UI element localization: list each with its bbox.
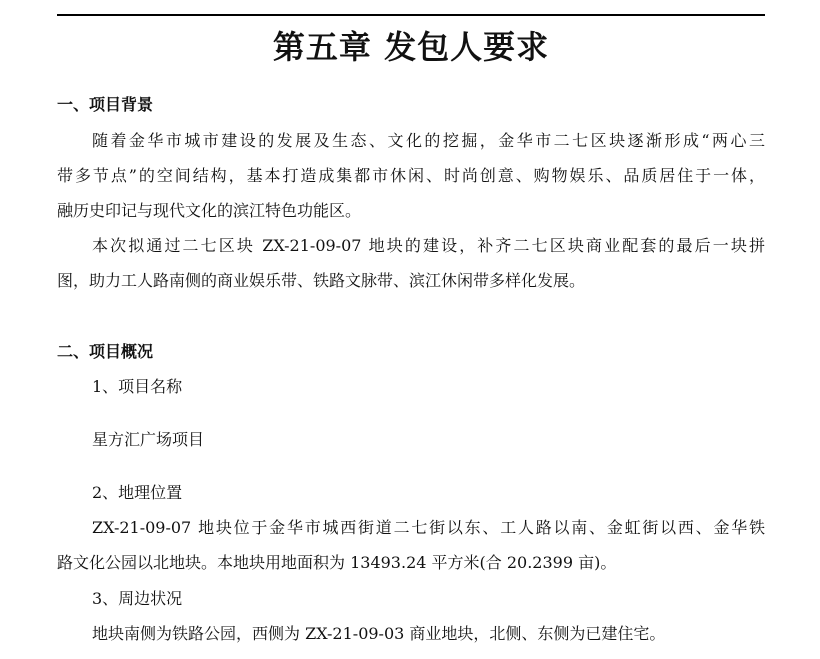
section-heading-background: 一、项目背景	[57, 95, 154, 114]
paragraph-line: 路文化公园以北地块。本地块用地面积为 13493.24 平方米(合 20.2399 亩)。	[57, 553, 617, 572]
paragraph-line: 地块南侧为铁路公园，西侧为 ZX-21-09-03 商业地块，北侧、东侧为已建住宅。	[92, 624, 666, 643]
paragraph-line: 本次拟通过二七区块 ZX-21-09-07 地块的建设，补齐二七区块商业配套的最后一块拼	[92, 236, 765, 255]
paragraph-line: 图，助力工人路南侧的商业娱乐带、铁路文脉带、滨江休闲带多样化发展。	[57, 271, 586, 290]
paragraph-line: 融历史印记与现代文化的滨江特色功能区。	[57, 201, 362, 220]
paragraph-line: ZX-21-09-07 地块位于金华市城西街道二七街以东、工人路以南、金虹街以西、金华铁	[92, 518, 765, 537]
section-heading-overview: 二、项目概况	[57, 342, 154, 361]
chapter-title: 第五章 发包人要求	[272, 28, 550, 66]
item-label-project-name: 1、项目名称	[92, 377, 183, 396]
item-label-location: 2、地理位置	[92, 483, 183, 502]
project-name-value: 星方汇广场项目	[92, 430, 205, 449]
header-rule	[57, 14, 765, 16]
paragraph-line: 随着金华市城市建设的发展及生态、文化的挖掘，金华市二七区块逐渐形成“两心三	[92, 131, 765, 150]
item-label-surroundings: 3、周边状况	[92, 589, 183, 608]
paragraph-line: 带多节点”的空间结构，基本打造成集都市休闲、时尚创意、购物娱乐、品质居住于一体，	[57, 166, 765, 185]
